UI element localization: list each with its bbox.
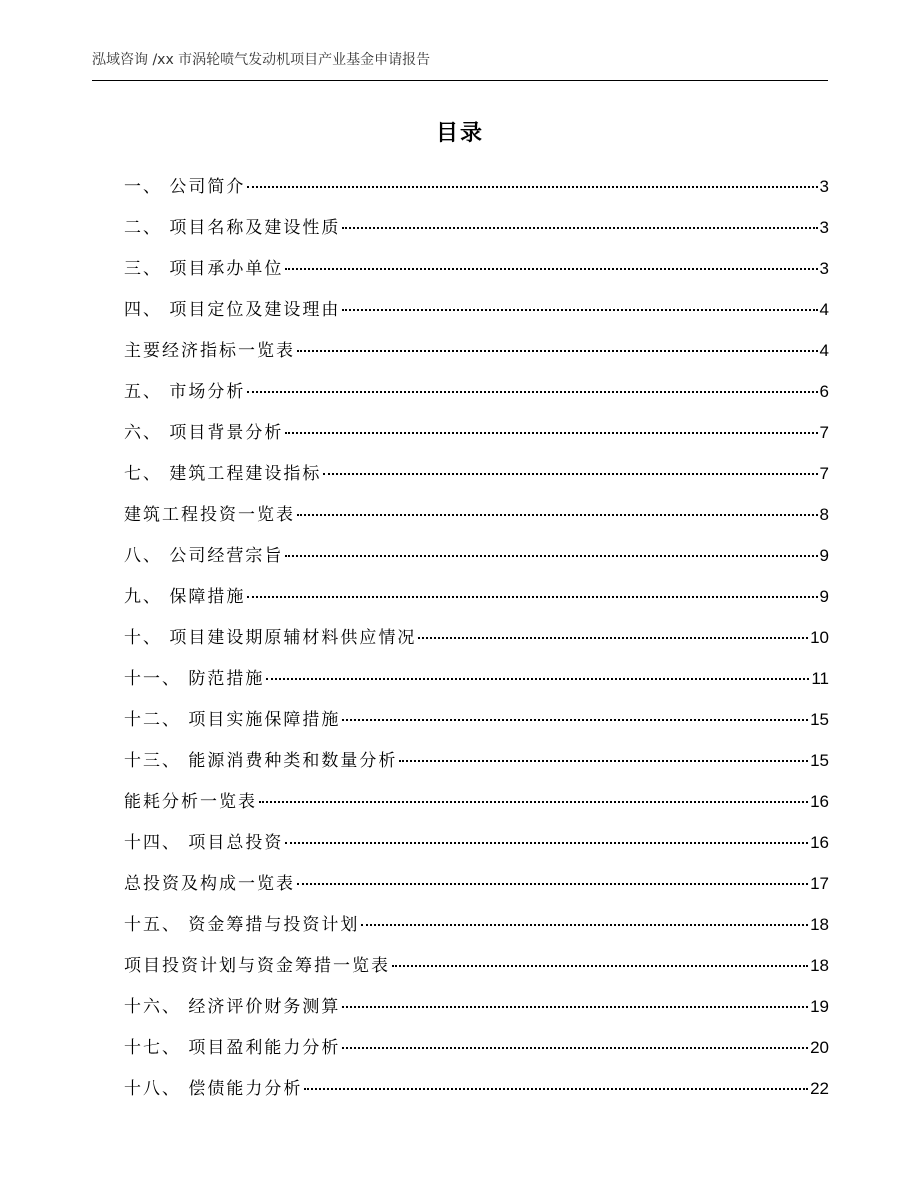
toc-page-number: 15 [810, 710, 829, 729]
toc-entry[interactable] [124, 170, 829, 211]
toc-page-number: 9 [819, 587, 829, 606]
toc-entry[interactable] [124, 457, 829, 498]
toc-page-number: 19 [810, 997, 829, 1016]
toc-page-number: 9 [819, 546, 829, 565]
toc-dot-leader [323, 473, 817, 475]
toc-page-number: 16 [810, 833, 829, 852]
toc-dot-leader [297, 350, 818, 352]
toc-page-number: 7 [819, 464, 829, 483]
toc-entry-label: 三、 项目承办单位 [124, 259, 284, 279]
toc-page-number: 4 [819, 300, 829, 319]
toc-entry-label: 一、 公司简介 [124, 177, 246, 197]
toc-dot-leader [285, 268, 817, 270]
toc-entry-label: 九、 保障措施 [124, 587, 246, 607]
toc-dot-leader [418, 637, 808, 639]
toc-entry-label: 总投资及构成一览表 [124, 874, 295, 894]
toc-page-number: 15 [810, 751, 829, 770]
toc-dot-leader [342, 1006, 808, 1008]
toc-dot-leader [304, 1088, 808, 1090]
toc-entry-label: 能耗分析一览表 [124, 792, 257, 812]
toc-entry[interactable] [124, 375, 829, 416]
toc-dot-leader [392, 965, 808, 967]
toc-entry-label: 主要经济指标一览表 [124, 341, 295, 361]
toc-entry[interactable] [124, 211, 829, 252]
toc-entry[interactable] [124, 252, 829, 293]
toc-page-number: 4 [819, 341, 829, 360]
toc-dot-leader [399, 760, 808, 762]
toc-entry[interactable] [124, 826, 829, 867]
toc-entry-label: 十一、 防范措施 [124, 669, 265, 689]
toc-page-number: 20 [810, 1038, 829, 1057]
toc-entry-label: 十七、 项目盈利能力分析 [124, 1038, 341, 1058]
toc-entry-label: 四、 项目定位及建设理由 [124, 300, 341, 320]
toc-dot-leader [342, 227, 817, 229]
toc-entry-label: 七、 建筑工程建设指标 [124, 464, 322, 484]
toc-page-number: 18 [810, 915, 829, 934]
toc-entry[interactable] [124, 703, 829, 744]
toc-dot-leader [342, 309, 817, 311]
toc-entry[interactable] [124, 990, 829, 1031]
toc-page-number: 3 [819, 177, 829, 196]
toc-entry[interactable] [124, 908, 829, 949]
toc-entry[interactable] [124, 621, 829, 662]
toc-entry[interactable] [124, 334, 829, 375]
toc-page-number: 16 [810, 792, 829, 811]
toc-dot-leader [285, 842, 808, 844]
toc-entry-label: 十四、 项目总投资 [124, 833, 284, 853]
toc-dot-leader [285, 432, 817, 434]
toc-entry-label: 十二、 项目实施保障措施 [124, 710, 341, 730]
toc-entry-label: 项目投资计划与资金筹措一览表 [124, 956, 390, 976]
toc-page-number: 22 [810, 1079, 829, 1098]
toc-page-number: 18 [810, 956, 829, 975]
toc-entry-label: 二、 项目名称及建设性质 [124, 218, 341, 238]
toc-entry[interactable] [124, 1072, 829, 1113]
toc-entry-label: 十六、 经济评价财务测算 [124, 997, 341, 1017]
toc-dot-leader [247, 596, 817, 598]
header-divider [92, 80, 828, 81]
toc-dot-leader [266, 678, 809, 680]
toc-entry-label: 十八、 偿债能力分析 [124, 1079, 303, 1099]
toc-entry[interactable] [124, 539, 829, 580]
toc-page-number: 8 [819, 505, 829, 524]
page-header: 泓域咨询 /xx 市涡轮喷气发动机项目产业基金申请报告 [92, 52, 431, 68]
toc-entry[interactable] [124, 1031, 829, 1072]
toc-list [124, 170, 829, 1113]
toc-entry-label: 建筑工程投资一览表 [124, 505, 295, 525]
toc-entry-label: 六、 项目背景分析 [124, 423, 284, 443]
toc-entry[interactable] [124, 293, 829, 334]
toc-dot-leader [247, 391, 817, 393]
toc-dot-leader [342, 1047, 808, 1049]
toc-page-number: 10 [810, 628, 829, 647]
toc-title: 目录 [435, 121, 484, 146]
toc-page-number: 7 [819, 423, 829, 442]
toc-entry-label: 八、 公司经营宗旨 [124, 546, 284, 566]
toc-dot-leader [285, 555, 817, 557]
toc-dot-leader [361, 924, 808, 926]
toc-dot-leader [297, 514, 818, 516]
toc-dot-leader [259, 801, 808, 803]
toc-dot-leader [342, 719, 808, 721]
toc-entry[interactable] [124, 662, 829, 703]
toc-entry[interactable] [124, 416, 829, 457]
toc-entry[interactable] [124, 785, 829, 826]
toc-entry-label: 十、 项目建设期原辅材料供应情况 [124, 628, 417, 648]
toc-entry[interactable] [124, 949, 829, 990]
toc-page-number: 3 [819, 218, 829, 237]
toc-page-number: 6 [819, 382, 829, 401]
toc-entry-label: 十五、 资金筹措与投资计划 [124, 915, 360, 935]
toc-entry-label: 五、 市场分析 [124, 382, 246, 402]
toc-entry[interactable] [124, 744, 829, 785]
toc-dot-leader [297, 883, 808, 885]
toc-dot-leader [247, 186, 817, 188]
toc-page-number: 17 [810, 874, 829, 893]
toc-entry[interactable] [124, 867, 829, 908]
toc-page-number: 11 [811, 669, 829, 688]
toc-entry[interactable] [124, 580, 829, 621]
toc-entry-label: 十三、 能源消费种类和数量分析 [124, 751, 398, 771]
toc-page-number: 3 [819, 259, 829, 278]
toc-entry[interactable] [124, 498, 829, 539]
